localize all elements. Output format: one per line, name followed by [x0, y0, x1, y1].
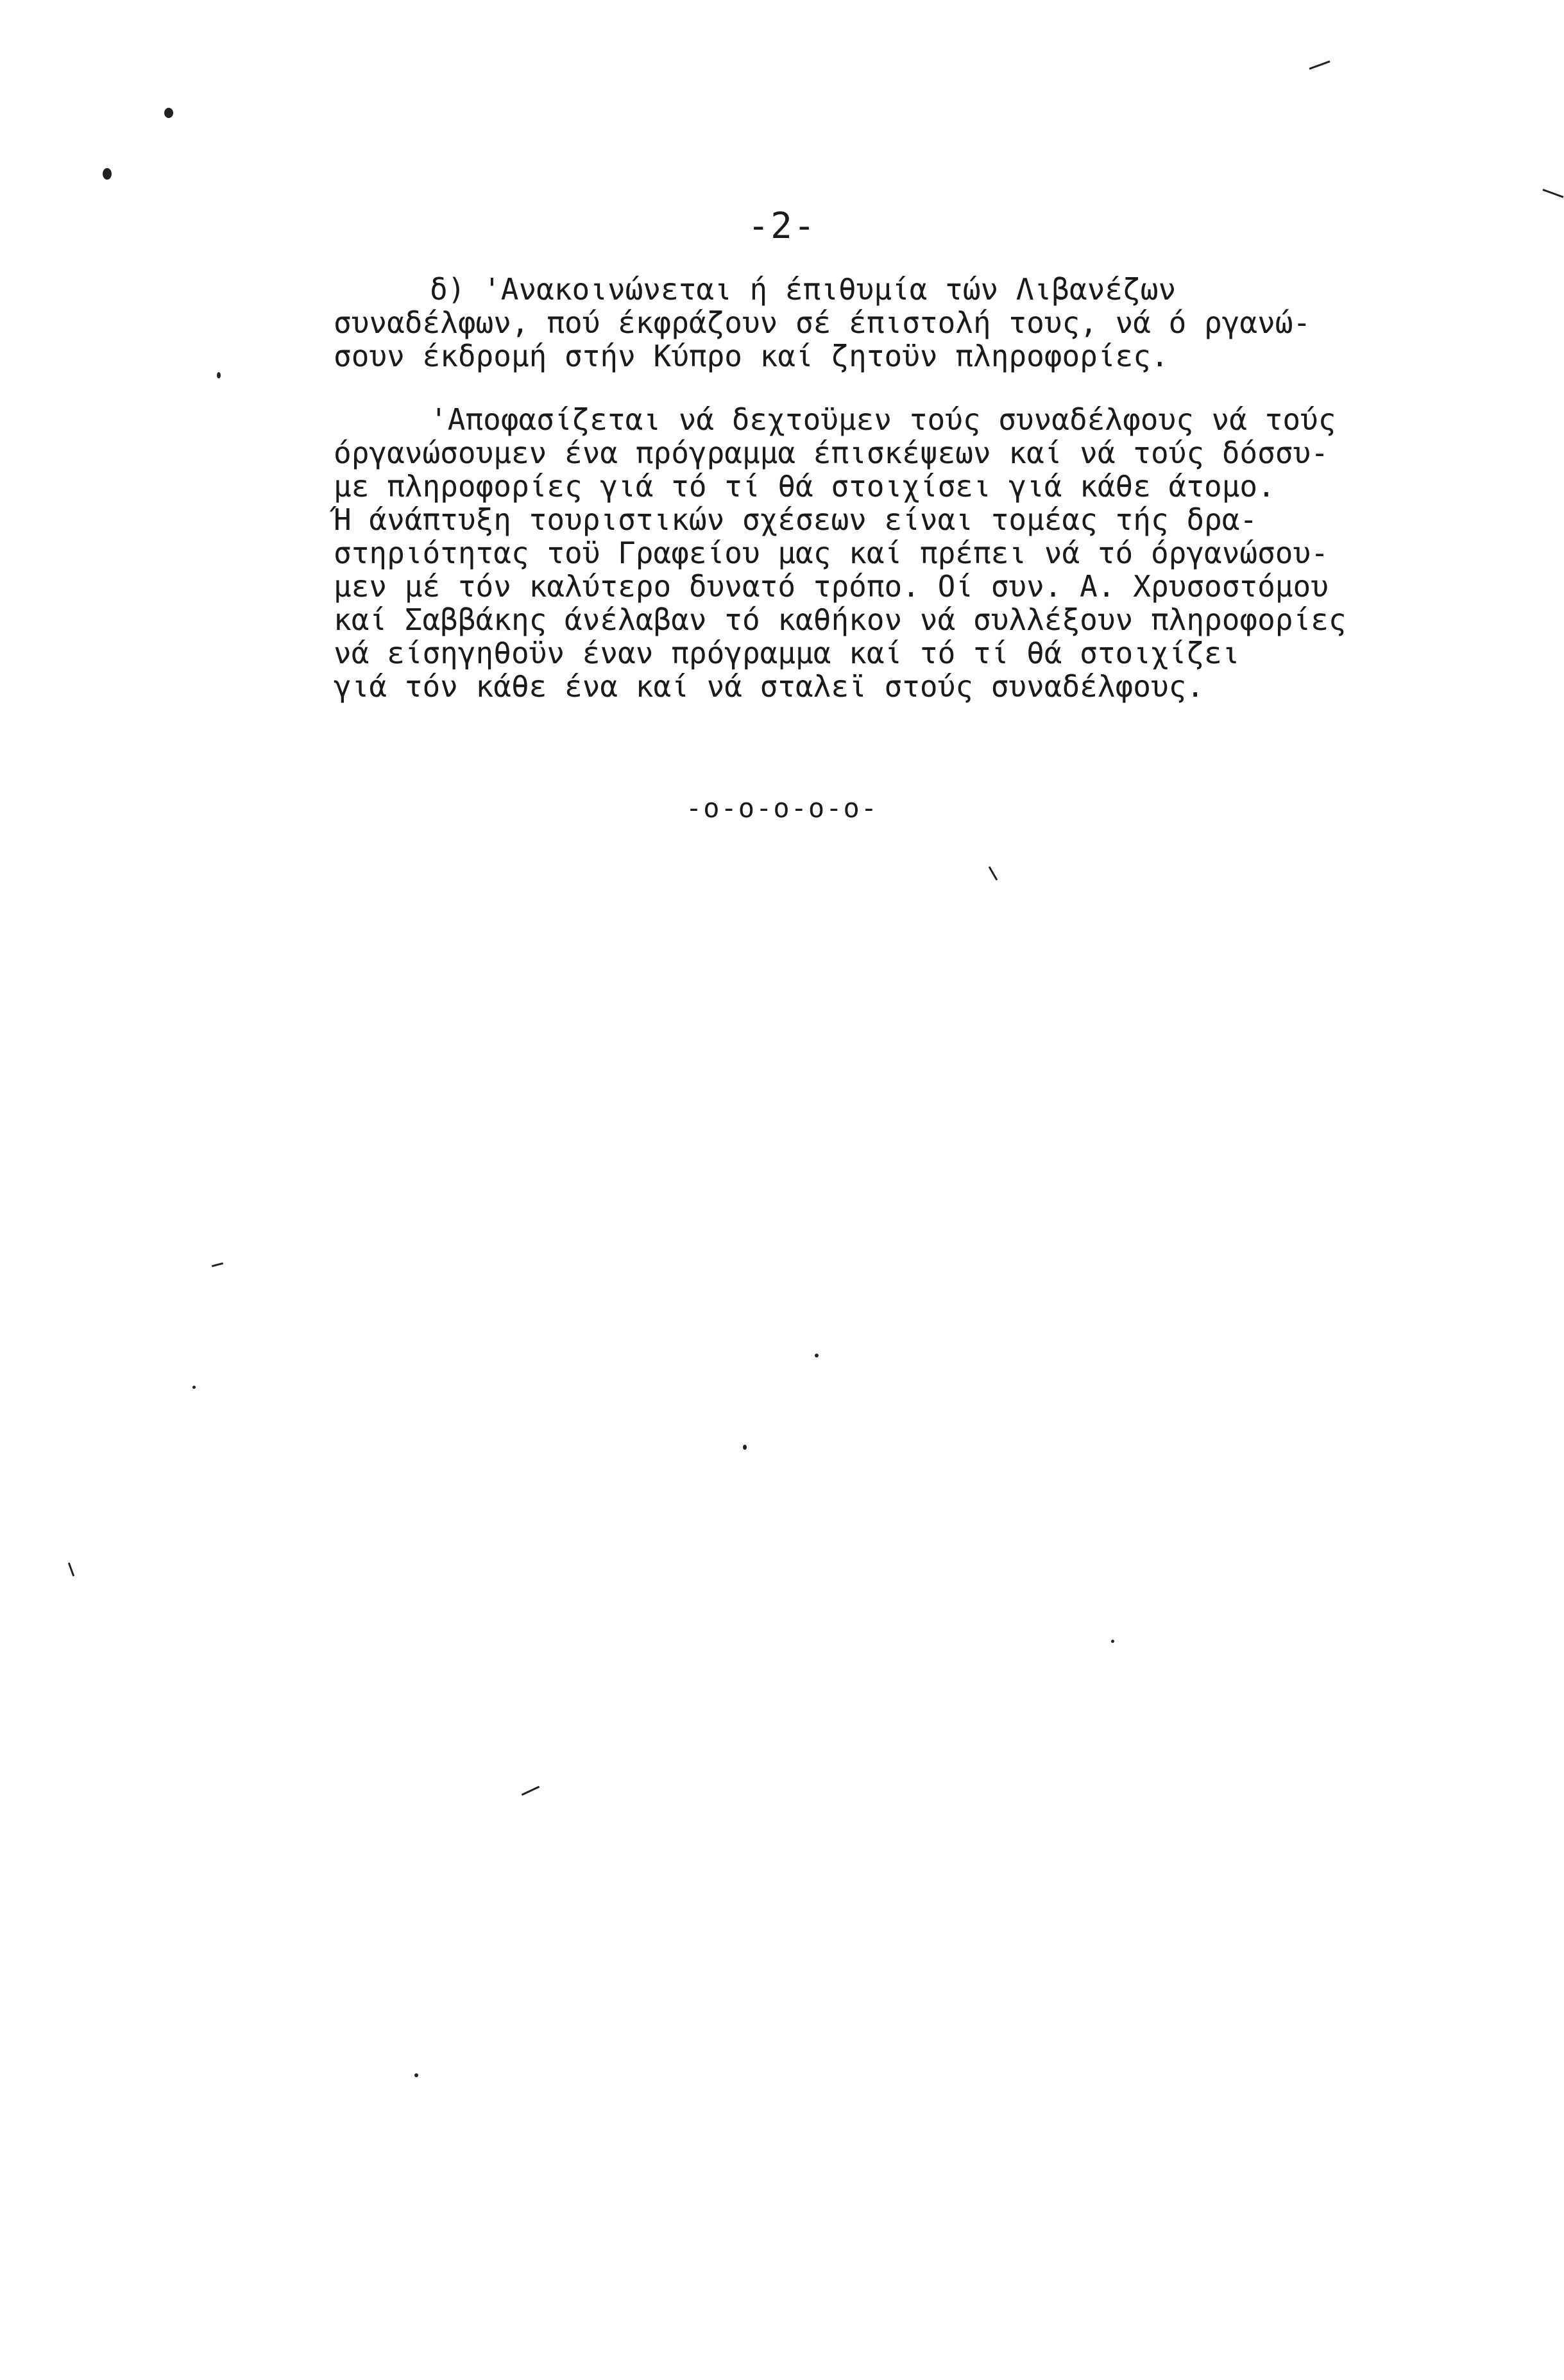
- paragraph-line: Ή άνάπτυξη τουριστικών σχέσεων είναι τομέας τής δρα-: [334, 502, 1258, 537]
- page-number: -2-: [747, 205, 817, 247]
- scan-speck: [743, 1445, 747, 1450]
- scan-speck: [414, 2073, 418, 2077]
- paragraph-line: σουν έκδρομή στήν Κύπρο καί ζητοϋν πληροφορίες.: [334, 339, 1169, 373]
- paragraph-line: δ) 'Ανακοινώνεται ή έπιθυμία τών Λιβανέζων: [430, 272, 1177, 307]
- paragraph-line: καί Σαββάκης άνέλαβαν τό καθήκον νά συλλέξουν πληροφορίες: [334, 602, 1347, 637]
- scan-dash: [212, 1262, 223, 1268]
- scan-dash: [1309, 60, 1330, 69]
- paragraph-line: συναδέλφων, πού έκφράζουν σέ έπιστολή τους, νά ό ργανώ-: [334, 305, 1311, 340]
- scan-speck: [1111, 1640, 1114, 1643]
- scan-dash: [68, 1563, 74, 1577]
- paragraph-line: με πληροφορίες γιά τό τί θά στοιχίσει γιά κάθε άτομο.: [334, 469, 1275, 504]
- scan-speck: [192, 1386, 196, 1389]
- paragraph-line: στηριότητας τοϋ Γραφείου μας καί πρέπει νά τό όργανώσου-: [334, 536, 1329, 570]
- paragraph-announcement: [334, 273, 1463, 373]
- paragraph-line: μεν μέ τόν καλύτερο δυνατό τρόπο. Οί συν. Α. Χρυσοστόμου: [334, 569, 1329, 604]
- paragraph-line: νά είσηγηθοϋν έναν πρόγραμμα καί τό τί θά στοιχίζει: [334, 636, 1240, 670]
- scan-speck: [103, 168, 112, 180]
- paragraph-decision: [334, 403, 1463, 703]
- scan-speck: [217, 372, 221, 378]
- scan-speck: [164, 108, 173, 118]
- paragraph-line: 'Αποφασίζεται νά δεχτοϋμεν τούς συναδέλφους νά τούς: [430, 402, 1336, 437]
- paragraph-line: γιά τόν κάθε ένα καί νά σταλεϊ στούς συναδέλφους.: [334, 669, 1205, 704]
- scan-dash: [989, 866, 998, 880]
- scan-speck: [815, 1354, 819, 1357]
- scan-dash: [522, 1786, 540, 1796]
- end-mark: -o-o-o-o-o-: [685, 792, 879, 824]
- paragraph-line: όργανώσουμεν ένα πρόγραμμα έπισκέψεων καί νά τούς δόσσυ-: [334, 436, 1329, 470]
- scan-dash: [1543, 189, 1564, 198]
